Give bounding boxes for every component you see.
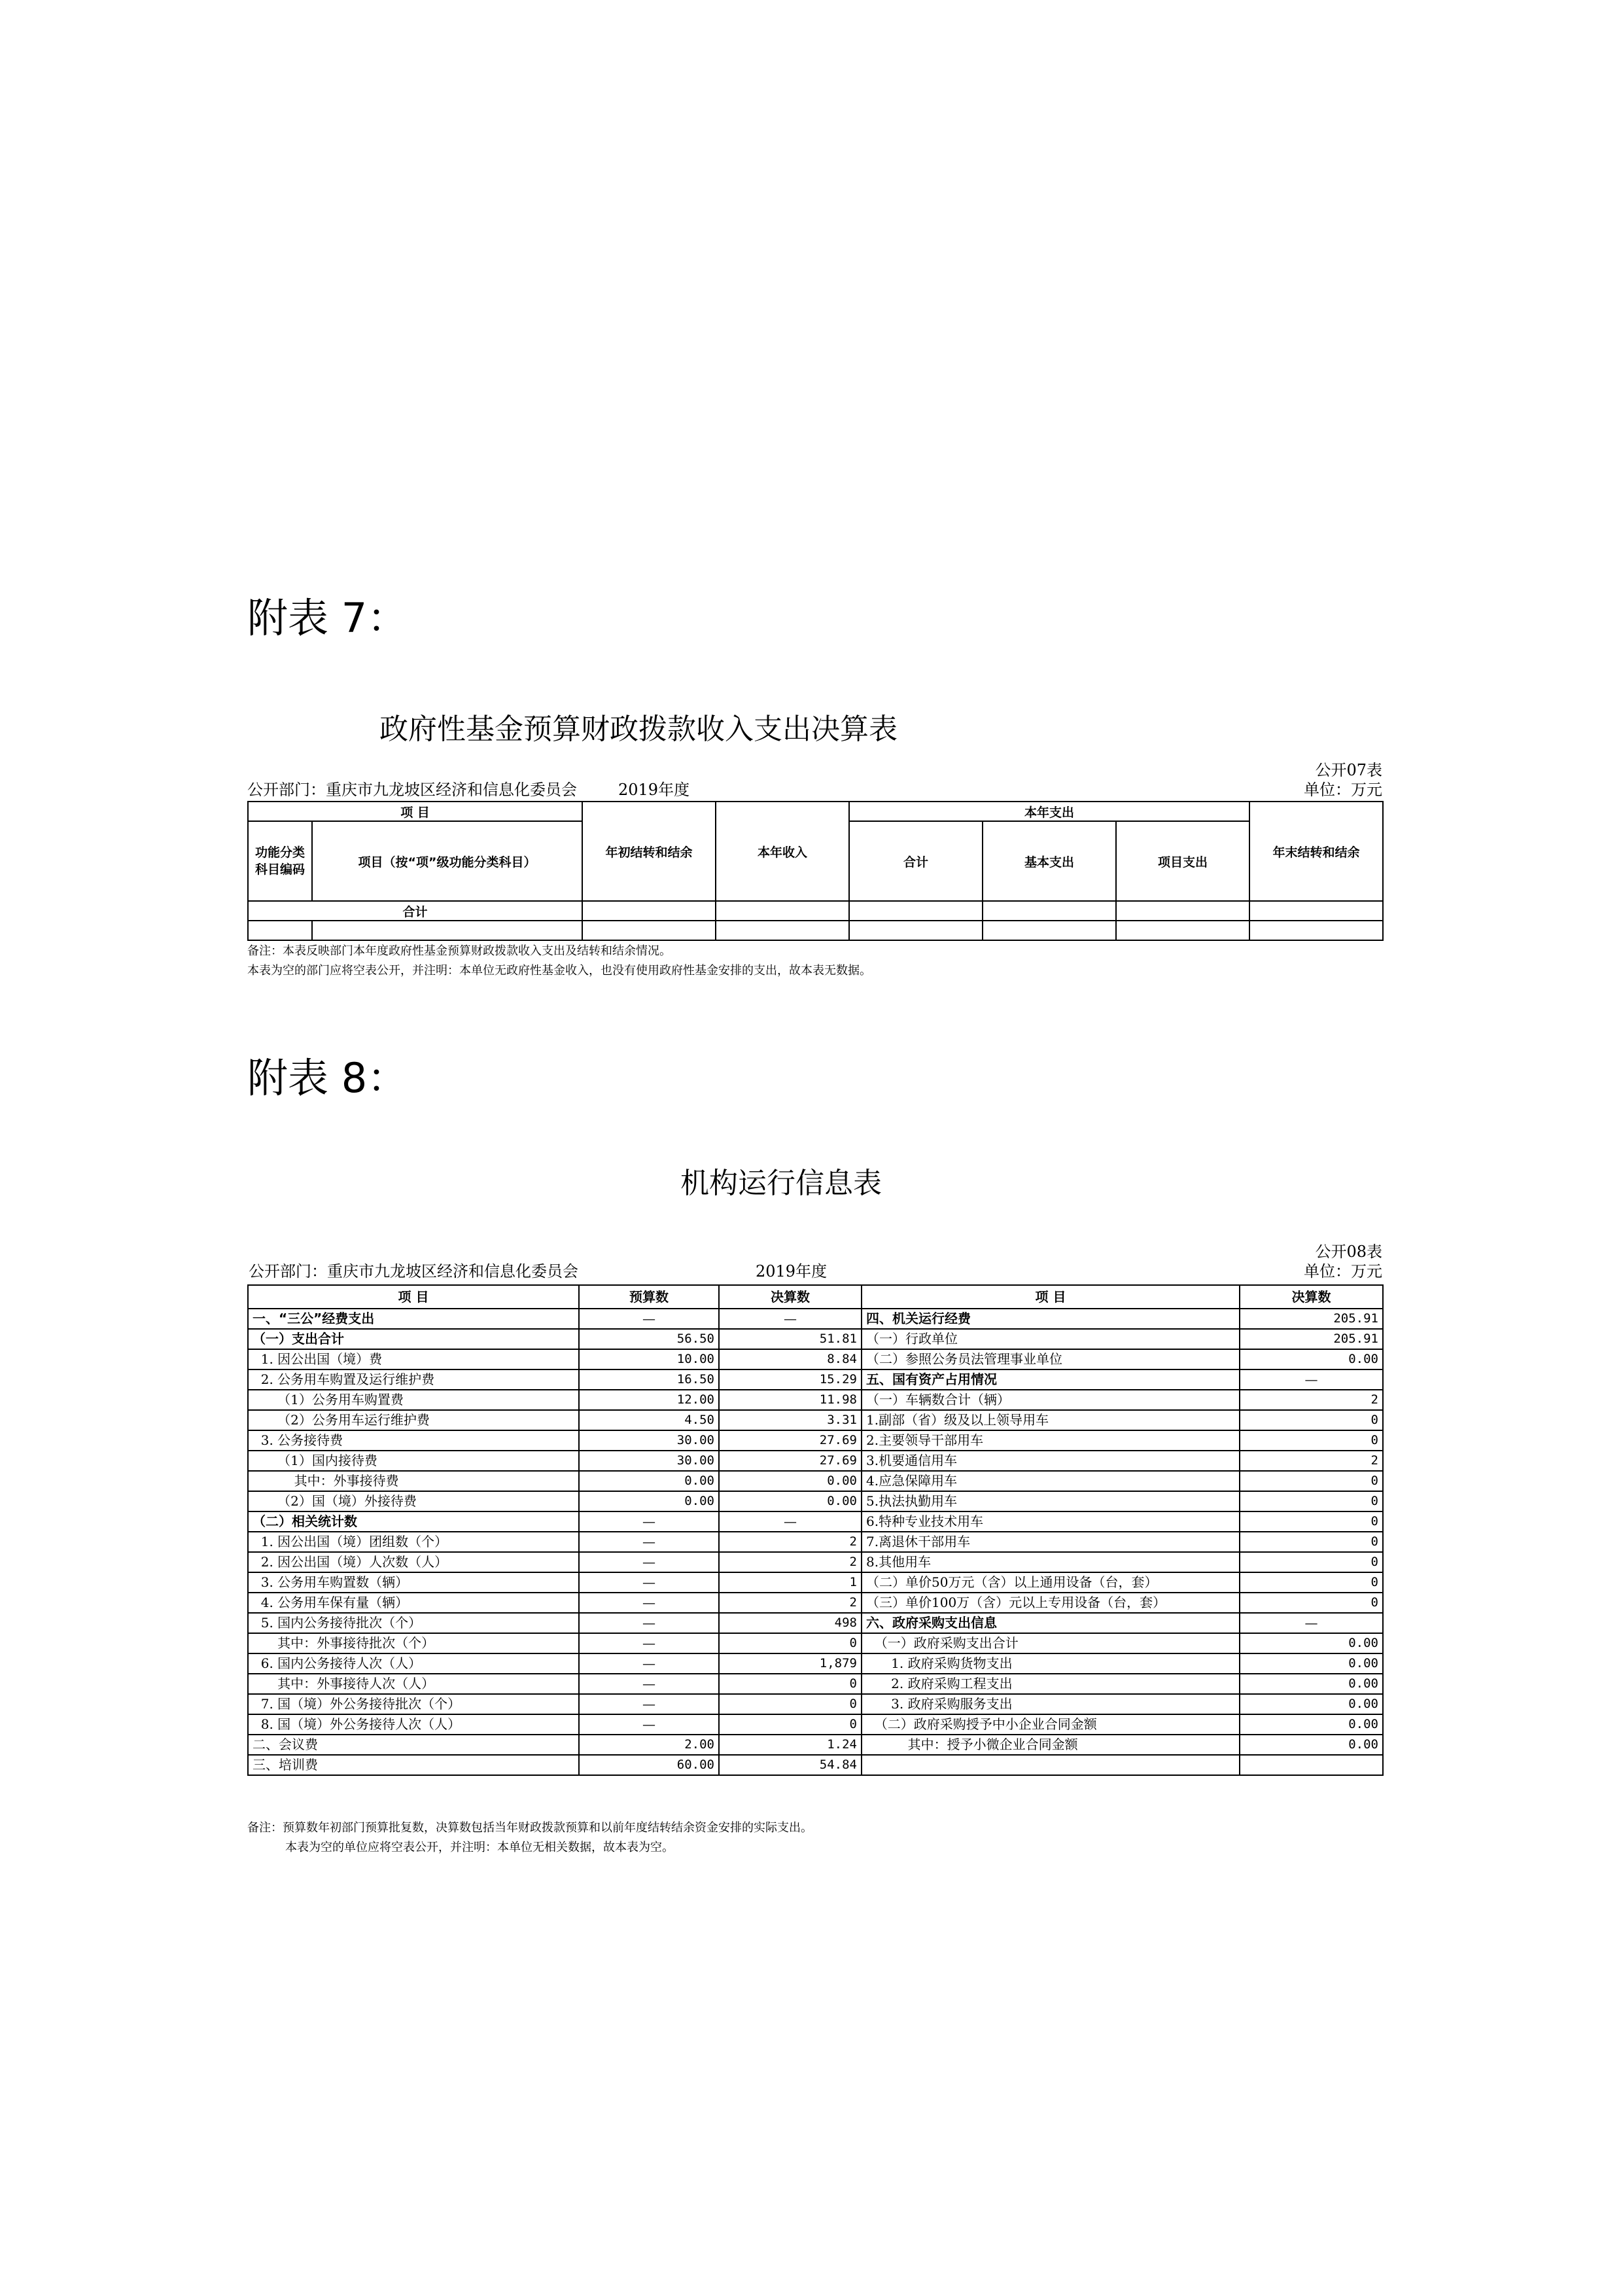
cell-item-right: （二）参照公务员法管理事业单位 (862, 1349, 1240, 1369)
header-start-balance: 年初结转和结余 (582, 802, 716, 901)
header-item: 项 目 (248, 802, 582, 821)
cell-item-left: （2）公务用车运行维护费 (248, 1410, 579, 1430)
cell-item-right: （一）车辆数合计（辆） (862, 1390, 1240, 1410)
cell-final-right: 0 (1240, 1410, 1383, 1430)
table-8-code: 公开08表 (1315, 1243, 1382, 1261)
table-7 (247, 801, 1384, 941)
cell-final-left: 0 (719, 1714, 862, 1735)
cell-budget: — (579, 1694, 719, 1714)
table-row (248, 1674, 1383, 1694)
cell-item-right: （三）单价100万（含）元以上专用设备（台，套） (862, 1593, 1240, 1613)
cell-final-right: 0.00 (1240, 1674, 1383, 1694)
cell-item-left: 6. 国内公务接待人次（人） (248, 1653, 579, 1674)
cell-final-right: 0.00 (1240, 1633, 1383, 1653)
cell-final-right (1240, 1755, 1383, 1775)
table-row (248, 1653, 1383, 1674)
cell-budget: 12.00 (579, 1390, 719, 1410)
cell-final-right: 0.00 (1240, 1714, 1383, 1735)
cell-budget: — (579, 1613, 719, 1633)
table-8 (247, 1284, 1384, 1776)
cell-final-right: 0 (1240, 1471, 1383, 1491)
cell-item-right: 2. 政府采购工程支出 (862, 1674, 1240, 1694)
header-end-balance: 年末结转和结余 (1249, 802, 1383, 901)
cell-item-left: 8. 国（境）外公务接待人次（人） (248, 1714, 579, 1735)
cell-final-left: 27.69 (719, 1451, 862, 1471)
cell-item-left: 1. 因公出国（境）团组数（个） (248, 1532, 579, 1552)
cell-budget: — (579, 1593, 719, 1613)
cell-budget: 30.00 (579, 1430, 719, 1451)
header-final-left: 决算数 (719, 1285, 862, 1309)
cell-item-left: 其中：外事接待费 (248, 1471, 579, 1491)
cell-item-left: （1）公务用车购置费 (248, 1390, 579, 1410)
table-8-unit: 单位：万元 (1304, 1262, 1382, 1280)
table-row (248, 1471, 1383, 1491)
table-row (248, 1633, 1383, 1653)
table-8-note-1: 备注：预算数年初部门预算批复数，决算数包括当年财政拨款预算和以前年度结转结余资金安排的实际支出。 (247, 1821, 812, 1835)
cell-item-right: 3. 政府采购服务支出 (862, 1694, 1240, 1714)
cell-final-right: 0.00 (1240, 1349, 1383, 1369)
cell-final-right: 0 (1240, 1593, 1383, 1613)
cell-final-left: 11.98 (719, 1390, 862, 1410)
table-7-year: 2019年度 (618, 781, 690, 799)
table-row (248, 1532, 1383, 1552)
cell-final-left: 1 (719, 1572, 862, 1593)
cell-item-right: 四、机关运行经费 (862, 1309, 1240, 1329)
cell-final-left: — (719, 1511, 862, 1532)
cell-final-left: — (719, 1309, 862, 1329)
table-7-dept: 公开部门：重庆市九龙坡区经济和信息化委员会 (247, 781, 577, 799)
table-row (248, 1714, 1383, 1735)
cell-final-left: 2 (719, 1532, 862, 1552)
table-row (248, 1694, 1383, 1714)
cell-final-left: 3.31 (719, 1410, 862, 1430)
cell-item-left: 2. 因公出国（境）人次数（人） (248, 1552, 579, 1572)
table-row (248, 1430, 1383, 1451)
cell-final-right: — (1240, 1613, 1383, 1633)
row-total-label: 合计 (248, 901, 582, 921)
cell-item-left: 三、培训费 (248, 1755, 579, 1775)
header-name: 项目（按“项”级功能分类科目） (312, 821, 582, 901)
cell-item-right: （一）政府采购支出合计 (862, 1633, 1240, 1653)
table-row (248, 1755, 1383, 1775)
cell-final-left: 0.00 (719, 1491, 862, 1511)
section-7-heading: 附表 7： (247, 594, 408, 642)
cell-final-right: 0 (1240, 1511, 1383, 1532)
cell-item-right: 2.主要领导干部用车 (862, 1430, 1240, 1451)
table-row (248, 1329, 1383, 1349)
header-total: 合计 (849, 821, 983, 901)
header-project: 项目支出 (1116, 821, 1249, 901)
header-budget: 预算数 (579, 1285, 719, 1309)
cell-budget: 30.00 (579, 1451, 719, 1471)
table-8-title: 机构运行信息表 (680, 1167, 882, 1200)
cell-item-right: 5.执法执勤用车 (862, 1491, 1240, 1511)
header-basic: 基本支出 (983, 821, 1116, 901)
cell-item-right (862, 1755, 1240, 1775)
table-row (248, 1349, 1383, 1369)
table-row (248, 1491, 1383, 1511)
cell-item-right: （二）政府采购授予中小企业合同金额 (862, 1714, 1240, 1735)
cell-item-left: 3. 公务用车购置数（辆） (248, 1572, 579, 1593)
cell-final-left: 27.69 (719, 1430, 862, 1451)
cell-item-left: 4. 公务用车保有量（辆） (248, 1593, 579, 1613)
section-8-heading: 附表 8： (247, 1054, 408, 1102)
cell-item-right: 4.应急保障用车 (862, 1471, 1240, 1491)
table-row (248, 1369, 1383, 1390)
table-8-dept: 公开部门：重庆市九龙坡区经济和信息化委员会 (249, 1262, 578, 1280)
table-row (248, 1613, 1383, 1633)
cell-budget: — (579, 1653, 719, 1674)
cell-item-left: （二）相关统计数 (248, 1511, 579, 1532)
header-spend: 本年支出 (849, 802, 1249, 821)
table-7-title: 政府性基金预算财政拨款收入支出决算表 (379, 713, 898, 746)
table-row (248, 1451, 1383, 1471)
cell-final-right: — (1240, 1369, 1383, 1390)
table-row (248, 1593, 1383, 1613)
cell-final-right: 0.00 (1240, 1653, 1383, 1674)
cell-final-right: 2 (1240, 1451, 1383, 1471)
cell-budget: 0.00 (579, 1471, 719, 1491)
cell-budget: 60.00 (579, 1755, 719, 1775)
cell-final-right: 0 (1240, 1572, 1383, 1593)
cell-item-right: 3.机要通信用车 (862, 1451, 1240, 1471)
cell-budget: — (579, 1511, 719, 1532)
cell-item-left: 二、会议费 (248, 1735, 579, 1755)
header-item-left: 项 目 (248, 1285, 579, 1309)
table-7-note-2: 本表为空的部门应将空表公开，并注明：本单位无政府性基金收入，也没有使用政府性基金安排的支出，故本表无数据。 (247, 964, 871, 978)
table-row (248, 1410, 1383, 1430)
cell-final-left: 0 (719, 1694, 862, 1714)
header-item-right: 项 目 (862, 1285, 1240, 1309)
cell-item-right: 六、政府采购支出信息 (862, 1613, 1240, 1633)
table-row (248, 1552, 1383, 1572)
cell-final-left: 498 (719, 1613, 862, 1633)
cell-final-right: 205.91 (1240, 1329, 1383, 1349)
cell-budget: 2.00 (579, 1735, 719, 1755)
cell-item-left: （2）国（境）外接待费 (248, 1491, 579, 1511)
cell-final-left: 0 (719, 1633, 862, 1653)
cell-budget: 4.50 (579, 1410, 719, 1430)
cell-item-right: 五、国有资产占用情况 (862, 1369, 1240, 1390)
cell-final-right: 205.91 (1240, 1309, 1383, 1329)
header-code: 功能分类 科目编码 (248, 821, 312, 901)
cell-final-right: 0.00 (1240, 1694, 1383, 1714)
cell-final-left: 54.84 (719, 1755, 862, 1775)
table-7-code: 公开07表 (1315, 761, 1382, 779)
cell-budget: — (579, 1552, 719, 1572)
cell-budget: 16.50 (579, 1369, 719, 1390)
cell-item-left: 5. 国内公务接待批次（个） (248, 1613, 579, 1633)
cell-budget: — (579, 1532, 719, 1552)
cell-item-right: （一）行政单位 (862, 1329, 1240, 1349)
cell-final-right: 0 (1240, 1430, 1383, 1451)
cell-final-left: 51.81 (719, 1329, 862, 1349)
cell-item-right: 8.其他用车 (862, 1552, 1240, 1572)
cell-final-left: 8.84 (719, 1349, 862, 1369)
table-7-unit: 单位：万元 (1304, 781, 1382, 799)
cell-item-right: 其中：授予小微企业合同金额 (862, 1735, 1240, 1755)
cell-budget: — (579, 1572, 719, 1593)
cell-final-right: 2 (1240, 1390, 1383, 1410)
cell-final-left: 2 (719, 1552, 862, 1572)
cell-item-right: （二）单价50万元（含）以上通用设备（台，套） (862, 1572, 1240, 1593)
cell-final-left: 0 (719, 1674, 862, 1694)
cell-item-left: 1. 因公出国（境）费 (248, 1349, 579, 1369)
cell-budget: 10.00 (579, 1349, 719, 1369)
header-final-right: 决算数 (1240, 1285, 1383, 1309)
cell-item-right: 1.副部（省）级及以上领导用车 (862, 1410, 1240, 1430)
cell-item-left: 3. 公务接待费 (248, 1430, 579, 1451)
table-7-note-1: 备注：本表反映部门本年度政府性基金预算财政拨款收入支出及结转和结余情况。 (247, 944, 671, 958)
cell-final-right: 0 (1240, 1491, 1383, 1511)
cell-budget: — (579, 1633, 719, 1653)
cell-budget: — (579, 1309, 719, 1329)
cell-final-left: 1,879 (719, 1653, 862, 1674)
cell-item-right: 1. 政府采购货物支出 (862, 1653, 1240, 1674)
cell-budget: 0.00 (579, 1491, 719, 1511)
cell-item-left: 其中：外事接待人次（人） (248, 1674, 579, 1694)
header-income: 本年收入 (716, 802, 849, 901)
cell-final-right: 0 (1240, 1552, 1383, 1572)
cell-item-right: 6.特种专业技术用车 (862, 1511, 1240, 1532)
cell-budget: — (579, 1674, 719, 1694)
cell-final-left: 0.00 (719, 1471, 862, 1491)
table-row (248, 901, 1383, 921)
cell-item-left: 一、“三公”经费支出 (248, 1309, 579, 1329)
table-row (248, 1735, 1383, 1755)
cell-final-left: 2 (719, 1593, 862, 1613)
table-8-year: 2019年度 (756, 1262, 828, 1280)
table-row (248, 1390, 1383, 1410)
cell-item-left: （1）国内接待费 (248, 1451, 579, 1471)
cell-item-left: （一）支出合计 (248, 1329, 579, 1349)
cell-final-right: 0 (1240, 1532, 1383, 1552)
cell-final-left: 1.24 (719, 1735, 862, 1755)
cell-final-right: 0.00 (1240, 1735, 1383, 1755)
table-row (248, 1309, 1383, 1329)
cell-budget: 56.50 (579, 1329, 719, 1349)
table-row (248, 1511, 1383, 1532)
cell-item-left: 其中：外事接待批次（个） (248, 1633, 579, 1653)
cell-budget: — (579, 1714, 719, 1735)
table-8-note-2: 本表为空的单位应将空表公开，并注明：本单位无相关数据，故本表为空。 (285, 1841, 674, 1854)
cell-item-right: 7.离退休干部用车 (862, 1532, 1240, 1552)
cell-final-left: 15.29 (719, 1369, 862, 1390)
cell-item-left: 2. 公务用车购置及运行维护费 (248, 1369, 579, 1390)
table-row (248, 921, 1383, 940)
table-row (248, 1572, 1383, 1593)
cell-item-left: 7. 国（境）外公务接待批次（个） (248, 1694, 579, 1714)
